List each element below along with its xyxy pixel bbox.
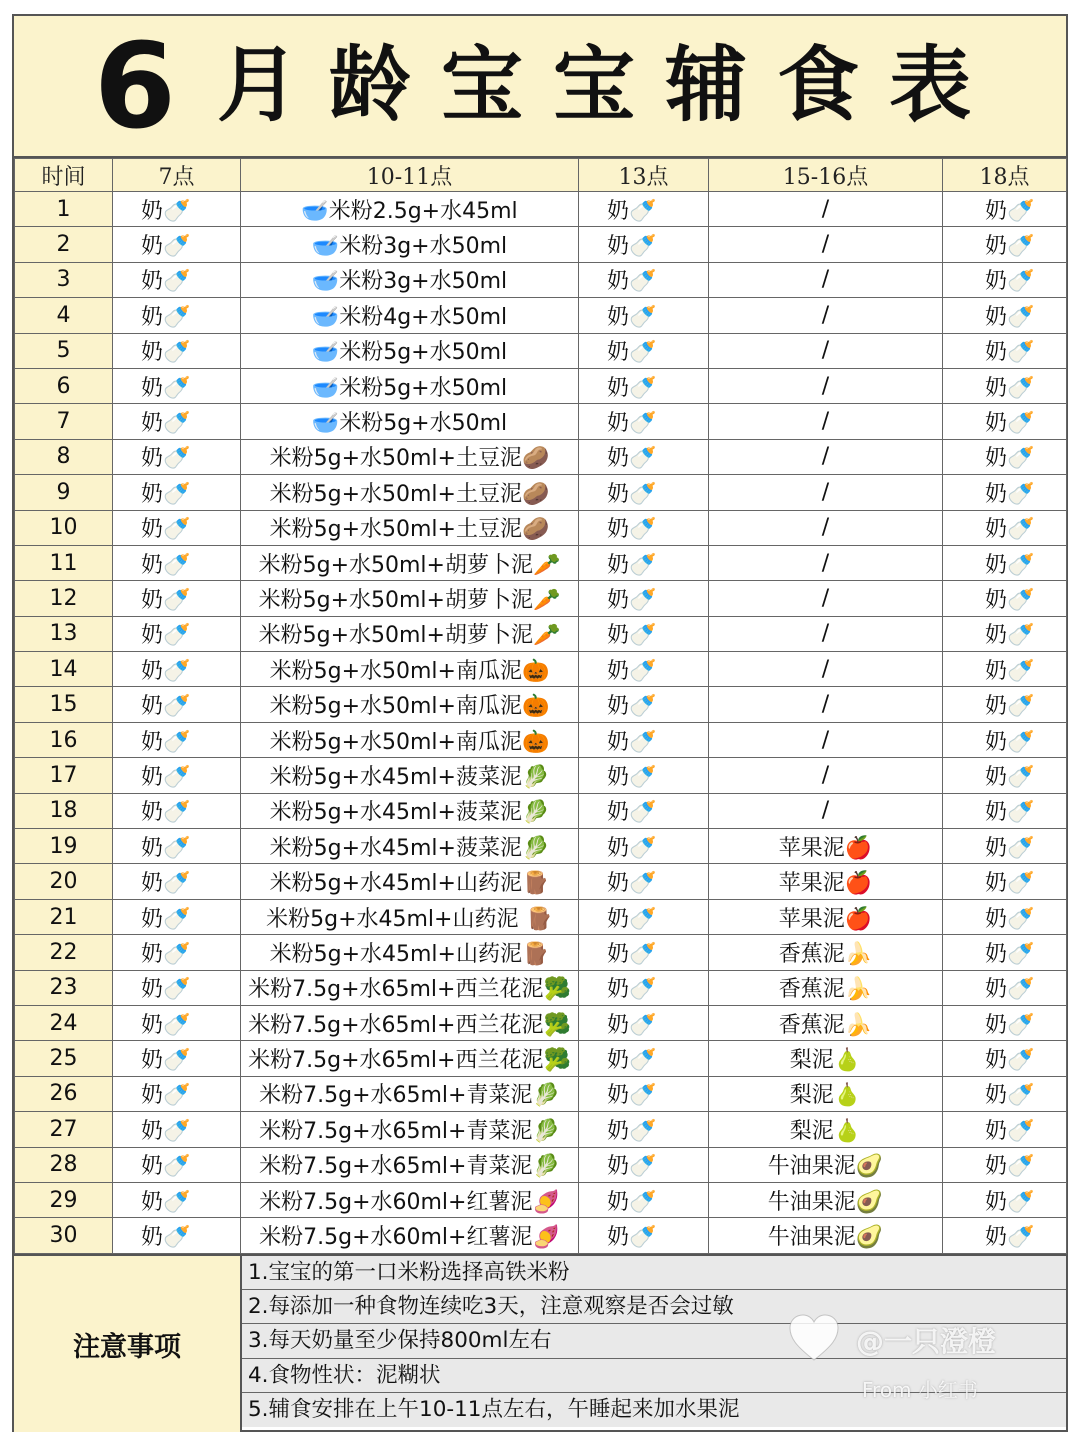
cell-18: 奶🍼 bbox=[943, 899, 1067, 934]
cell-15-16: 梨泥🍐 bbox=[709, 1076, 943, 1111]
title-char: 宝 bbox=[553, 38, 636, 133]
cell-10-11: 米粉7.5g+水65ml+西兰花泥🥦 bbox=[241, 1005, 579, 1040]
cell-15-16: / bbox=[709, 262, 943, 297]
cell-7: 奶🍼 bbox=[113, 439, 241, 474]
day-cell: 9 bbox=[15, 475, 113, 510]
cell-18: 奶🍼 bbox=[943, 298, 1067, 333]
table-row bbox=[15, 581, 1067, 616]
day-cell: 30 bbox=[15, 1218, 113, 1253]
cell-7: 奶🍼 bbox=[113, 192, 241, 227]
cell-10-11: 米粉7.5g+水60ml+红薯泥🍠 bbox=[241, 1218, 579, 1253]
cell-10-11: 米粉5g+水50ml+南瓜泥🎃 bbox=[241, 687, 579, 722]
title-number: 6 bbox=[93, 17, 176, 155]
feeding-schedule-sheet bbox=[12, 14, 1068, 1432]
note-item: 4.食物性状：泥糊状 bbox=[242, 1359, 1066, 1393]
cell-15-16: / bbox=[709, 510, 943, 545]
cell-7: 奶🍼 bbox=[113, 722, 241, 757]
table-row bbox=[15, 227, 1067, 262]
day-cell: 29 bbox=[15, 1182, 113, 1217]
title-banner bbox=[14, 16, 1066, 158]
cell-18: 奶🍼 bbox=[943, 1005, 1067, 1040]
table-row bbox=[15, 1005, 1067, 1040]
cell-10-11: 🥣米粉4g+水50ml bbox=[241, 298, 579, 333]
cell-13: 奶🍼 bbox=[579, 227, 709, 262]
cell-13: 奶🍼 bbox=[579, 1112, 709, 1147]
cell-13: 奶🍼 bbox=[579, 298, 709, 333]
cell-7: 奶🍼 bbox=[113, 864, 241, 899]
cell-13: 奶🍼 bbox=[579, 262, 709, 297]
cell-10-11: 米粉5g+水50ml+南瓜泥🎃 bbox=[241, 722, 579, 757]
title-char: 辅 bbox=[665, 38, 748, 133]
day-cell: 12 bbox=[15, 581, 113, 616]
cell-10-11: 🥣米粉2.5g+水45ml bbox=[241, 192, 579, 227]
cell-7: 奶🍼 bbox=[113, 758, 241, 793]
cell-13: 奶🍼 bbox=[579, 545, 709, 580]
cell-15-16: / bbox=[709, 368, 943, 403]
cell-18: 奶🍼 bbox=[943, 829, 1067, 864]
cell-7: 奶🍼 bbox=[113, 1218, 241, 1253]
cell-13: 奶🍼 bbox=[579, 722, 709, 757]
table-row bbox=[15, 439, 1067, 474]
cell-13: 奶🍼 bbox=[579, 1041, 709, 1076]
cell-18: 奶🍼 bbox=[943, 227, 1067, 262]
cell-15-16: / bbox=[709, 793, 943, 828]
day-cell: 6 bbox=[15, 368, 113, 403]
day-cell: 15 bbox=[15, 687, 113, 722]
table-row bbox=[15, 652, 1067, 687]
table-row bbox=[15, 333, 1067, 368]
cell-13: 奶🍼 bbox=[579, 1147, 709, 1182]
cell-7: 奶🍼 bbox=[113, 581, 241, 616]
heart-icon bbox=[786, 1310, 842, 1366]
cell-10-11: 🥣米粉5g+水50ml bbox=[241, 368, 579, 403]
cell-15-16: 香蕉泥🍌 bbox=[709, 935, 943, 970]
note-item: 3.每天奶量至少保持800ml左右 bbox=[242, 1324, 1066, 1358]
cell-18: 奶🍼 bbox=[943, 510, 1067, 545]
cell-15-16: / bbox=[709, 404, 943, 439]
cell-13: 奶🍼 bbox=[579, 581, 709, 616]
table-row bbox=[15, 510, 1067, 545]
table-row bbox=[15, 687, 1067, 722]
cell-13: 奶🍼 bbox=[579, 652, 709, 687]
cell-7: 奶🍼 bbox=[113, 368, 241, 403]
cell-7: 奶🍼 bbox=[113, 687, 241, 722]
header-15-16: 15-16点 bbox=[709, 159, 943, 192]
title-char: 龄 bbox=[329, 38, 412, 133]
table-row bbox=[15, 475, 1067, 510]
cell-15-16: 香蕉泥🍌 bbox=[709, 970, 943, 1005]
watermark bbox=[856, 1320, 996, 1403]
day-cell: 21 bbox=[15, 899, 113, 934]
cell-18: 奶🍼 bbox=[943, 192, 1067, 227]
cell-7: 奶🍼 bbox=[113, 1112, 241, 1147]
cell-10-11: 米粉5g+水45ml+菠菜泥🥬 bbox=[241, 758, 579, 793]
table-row bbox=[15, 1112, 1067, 1147]
cell-7: 奶🍼 bbox=[113, 298, 241, 333]
cell-7: 奶🍼 bbox=[113, 1182, 241, 1217]
cell-7: 奶🍼 bbox=[113, 1076, 241, 1111]
cell-10-11: 米粉5g+水45ml+山药泥 🪵 bbox=[241, 899, 579, 934]
cell-13: 奶🍼 bbox=[579, 510, 709, 545]
note-item: 5.辅食安排在上午10-11点左右，午睡起来加水果泥 bbox=[242, 1393, 1066, 1427]
cell-15-16: / bbox=[709, 475, 943, 510]
cell-15-16: / bbox=[709, 652, 943, 687]
cell-10-11: 米粉5g+水45ml+菠菜泥🥬 bbox=[241, 793, 579, 828]
day-cell: 16 bbox=[15, 722, 113, 757]
cell-13: 奶🍼 bbox=[579, 935, 709, 970]
day-cell: 18 bbox=[15, 793, 113, 828]
cell-18: 奶🍼 bbox=[943, 368, 1067, 403]
cell-7: 奶🍼 bbox=[113, 1041, 241, 1076]
day-cell: 5 bbox=[15, 333, 113, 368]
cell-13: 奶🍼 bbox=[579, 687, 709, 722]
cell-13: 奶🍼 bbox=[579, 439, 709, 474]
cell-15-16: / bbox=[709, 581, 943, 616]
header-10-11: 10-11点 bbox=[241, 159, 579, 192]
cell-13: 奶🍼 bbox=[579, 333, 709, 368]
cell-15-16: 苹果泥🍎 bbox=[709, 829, 943, 864]
table-row bbox=[15, 368, 1067, 403]
cell-10-11: 米粉7.5g+水65ml+青菜泥🥬 bbox=[241, 1076, 579, 1111]
note-item: 1.宝宝的第一口米粉选择高铁米粉 bbox=[242, 1256, 1066, 1290]
day-cell: 19 bbox=[15, 829, 113, 864]
cell-18: 奶🍼 bbox=[943, 758, 1067, 793]
day-cell: 20 bbox=[15, 864, 113, 899]
notes-label: 注意事项 bbox=[14, 1256, 242, 1432]
cell-13: 奶🍼 bbox=[579, 475, 709, 510]
cell-10-11: 米粉5g+水50ml+胡萝卜泥🥕 bbox=[241, 581, 579, 616]
cell-7: 奶🍼 bbox=[113, 510, 241, 545]
cell-7: 奶🍼 bbox=[113, 1005, 241, 1040]
cell-15-16: / bbox=[709, 616, 943, 651]
table-row bbox=[15, 758, 1067, 793]
table-row bbox=[15, 1041, 1067, 1076]
header-18: 18点 bbox=[943, 159, 1067, 192]
table-row bbox=[15, 1076, 1067, 1111]
cell-7: 奶🍼 bbox=[113, 227, 241, 262]
day-cell: 1 bbox=[15, 192, 113, 227]
cell-7: 奶🍼 bbox=[113, 333, 241, 368]
table-row bbox=[15, 192, 1067, 227]
cell-7: 奶🍼 bbox=[113, 404, 241, 439]
cell-10-11: 🥣米粉3g+水50ml bbox=[241, 227, 579, 262]
table-row bbox=[15, 829, 1067, 864]
cell-15-16: 牛油果泥🥑 bbox=[709, 1147, 943, 1182]
cell-7: 奶🍼 bbox=[113, 545, 241, 580]
cell-13: 奶🍼 bbox=[579, 1182, 709, 1217]
cell-13: 奶🍼 bbox=[579, 1005, 709, 1040]
cell-18: 奶🍼 bbox=[943, 439, 1067, 474]
table-row bbox=[15, 262, 1067, 297]
day-cell: 24 bbox=[15, 1005, 113, 1040]
cell-18: 奶🍼 bbox=[943, 1041, 1067, 1076]
cell-18: 奶🍼 bbox=[943, 616, 1067, 651]
cell-13: 奶🍼 bbox=[579, 368, 709, 403]
table-row bbox=[15, 935, 1067, 970]
day-cell: 7 bbox=[15, 404, 113, 439]
cell-15-16: 苹果泥🍎 bbox=[709, 899, 943, 934]
day-cell: 26 bbox=[15, 1076, 113, 1111]
day-cell: 8 bbox=[15, 439, 113, 474]
cell-15-16: / bbox=[709, 439, 943, 474]
cell-15-16: / bbox=[709, 758, 943, 793]
cell-15-16: 梨泥🍐 bbox=[709, 1041, 943, 1076]
day-cell: 2 bbox=[15, 227, 113, 262]
cell-13: 奶🍼 bbox=[579, 616, 709, 651]
cell-10-11: 米粉5g+水45ml+山药泥🪵 bbox=[241, 864, 579, 899]
cell-7: 奶🍼 bbox=[113, 793, 241, 828]
cell-10-11: 米粉7.5g+水65ml+青菜泥🥬 bbox=[241, 1147, 579, 1182]
day-cell: 10 bbox=[15, 510, 113, 545]
cell-13: 奶🍼 bbox=[579, 829, 709, 864]
table-row bbox=[15, 970, 1067, 1005]
table-row bbox=[15, 793, 1067, 828]
table-row bbox=[15, 616, 1067, 651]
table-row bbox=[15, 1218, 1067, 1253]
cell-10-11: 米粉7.5g+水65ml+西兰花泥🥦 bbox=[241, 970, 579, 1005]
note-item: 2.每添加一种食物连续吃3天，注意观察是否会过敏 bbox=[242, 1290, 1066, 1324]
cell-13: 奶🍼 bbox=[579, 1218, 709, 1253]
cell-15-16: 苹果泥🍎 bbox=[709, 864, 943, 899]
cell-18: 奶🍼 bbox=[943, 1147, 1067, 1182]
cell-7: 奶🍼 bbox=[113, 1147, 241, 1182]
cell-13: 奶🍼 bbox=[579, 1076, 709, 1111]
cell-10-11: 米粉5g+水50ml+土豆泥🥔 bbox=[241, 439, 579, 474]
cell-10-11: 米粉5g+水50ml+胡萝卜泥🥕 bbox=[241, 545, 579, 580]
day-cell: 28 bbox=[15, 1147, 113, 1182]
table-header-row bbox=[15, 159, 1067, 192]
header-13: 13点 bbox=[579, 159, 709, 192]
cell-18: 奶🍼 bbox=[943, 1182, 1067, 1217]
cell-15-16: / bbox=[709, 192, 943, 227]
day-cell: 3 bbox=[15, 262, 113, 297]
cell-15-16: / bbox=[709, 722, 943, 757]
title-char: 表 bbox=[889, 38, 972, 133]
cell-13: 奶🍼 bbox=[579, 899, 709, 934]
cell-15-16: / bbox=[709, 333, 943, 368]
cell-18: 奶🍼 bbox=[943, 1112, 1067, 1147]
cell-18: 奶🍼 bbox=[943, 935, 1067, 970]
cell-7: 奶🍼 bbox=[113, 899, 241, 934]
cell-15-16: / bbox=[709, 298, 943, 333]
schedule-table bbox=[14, 158, 1067, 1254]
cell-18: 奶🍼 bbox=[943, 333, 1067, 368]
cell-18: 奶🍼 bbox=[943, 404, 1067, 439]
cell-13: 奶🍼 bbox=[579, 970, 709, 1005]
cell-18: 奶🍼 bbox=[943, 722, 1067, 757]
watermark-source: From 小红书 bbox=[861, 1378, 978, 1402]
cell-10-11: 🥣米粉5g+水50ml bbox=[241, 333, 579, 368]
cell-7: 奶🍼 bbox=[113, 475, 241, 510]
cell-15-16: / bbox=[709, 545, 943, 580]
cell-7: 奶🍼 bbox=[113, 935, 241, 970]
cell-15-16: 梨泥🍐 bbox=[709, 1112, 943, 1147]
header-7: 7点 bbox=[113, 159, 241, 192]
cell-10-11: 米粉5g+水50ml+胡萝卜泥🥕 bbox=[241, 616, 579, 651]
cell-7: 奶🍼 bbox=[113, 829, 241, 864]
cell-18: 奶🍼 bbox=[943, 475, 1067, 510]
table-row bbox=[15, 545, 1067, 580]
cell-13: 奶🍼 bbox=[579, 793, 709, 828]
cell-18: 奶🍼 bbox=[943, 545, 1067, 580]
cell-18: 奶🍼 bbox=[943, 687, 1067, 722]
table-row bbox=[15, 899, 1067, 934]
cell-15-16: / bbox=[709, 687, 943, 722]
title-char: 食 bbox=[777, 38, 860, 133]
cell-7: 奶🍼 bbox=[113, 262, 241, 297]
day-cell: 14 bbox=[15, 652, 113, 687]
day-cell: 13 bbox=[15, 616, 113, 651]
cell-7: 奶🍼 bbox=[113, 970, 241, 1005]
cell-10-11: 米粉7.5g+水65ml+青菜泥🥬 bbox=[241, 1112, 579, 1147]
cell-15-16: 香蕉泥🍌 bbox=[709, 1005, 943, 1040]
title-char: 宝 bbox=[441, 38, 524, 133]
cell-7: 奶🍼 bbox=[113, 616, 241, 651]
cell-10-11: 米粉5g+水50ml+土豆泥🥔 bbox=[241, 510, 579, 545]
day-cell: 4 bbox=[15, 298, 113, 333]
table-row bbox=[15, 1147, 1067, 1182]
cell-15-16: 牛油果泥🥑 bbox=[709, 1182, 943, 1217]
cell-15-16: 牛油果泥🥑 bbox=[709, 1218, 943, 1253]
cell-13: 奶🍼 bbox=[579, 404, 709, 439]
cell-10-11: 米粉5g+水50ml+南瓜泥🎃 bbox=[241, 652, 579, 687]
table-row bbox=[15, 298, 1067, 333]
day-cell: 11 bbox=[15, 545, 113, 580]
cell-18: 奶🍼 bbox=[943, 970, 1067, 1005]
table-row bbox=[15, 864, 1067, 899]
cell-18: 奶🍼 bbox=[943, 864, 1067, 899]
cell-18: 奶🍼 bbox=[943, 1218, 1067, 1253]
header-time: 时间 bbox=[15, 159, 113, 192]
table-row bbox=[15, 1182, 1067, 1217]
day-cell: 22 bbox=[15, 935, 113, 970]
cell-18: 奶🍼 bbox=[943, 793, 1067, 828]
day-cell: 25 bbox=[15, 1041, 113, 1076]
schedule-body bbox=[15, 192, 1067, 1254]
watermark-handle: @一只澄橙 bbox=[855, 1325, 996, 1358]
title-char: 月 bbox=[217, 38, 300, 133]
day-cell: 23 bbox=[15, 970, 113, 1005]
cell-10-11: 米粉5g+水45ml+山药泥🪵 bbox=[241, 935, 579, 970]
cell-10-11: 米粉7.5g+水60ml+红薯泥🍠 bbox=[241, 1182, 579, 1217]
table-row bbox=[15, 404, 1067, 439]
cell-18: 奶🍼 bbox=[943, 1076, 1067, 1111]
cell-13: 奶🍼 bbox=[579, 758, 709, 793]
cell-18: 奶🍼 bbox=[943, 652, 1067, 687]
cell-13: 奶🍼 bbox=[579, 192, 709, 227]
cell-10-11: 🥣米粉5g+水50ml bbox=[241, 404, 579, 439]
cell-10-11: 米粉5g+水50ml+土豆泥🥔 bbox=[241, 475, 579, 510]
day-cell: 17 bbox=[15, 758, 113, 793]
cell-10-11: 米粉7.5g+水65ml+西兰花泥🥦 bbox=[241, 1041, 579, 1076]
cell-15-16: / bbox=[709, 227, 943, 262]
cell-18: 奶🍼 bbox=[943, 581, 1067, 616]
cell-10-11: 🥣米粉3g+水50ml bbox=[241, 262, 579, 297]
cell-10-11: 米粉5g+水45ml+菠菜泥🥬 bbox=[241, 829, 579, 864]
cell-13: 奶🍼 bbox=[579, 864, 709, 899]
table-row bbox=[15, 722, 1067, 757]
day-cell: 27 bbox=[15, 1112, 113, 1147]
cell-7: 奶🍼 bbox=[113, 652, 241, 687]
cell-18: 奶🍼 bbox=[943, 262, 1067, 297]
